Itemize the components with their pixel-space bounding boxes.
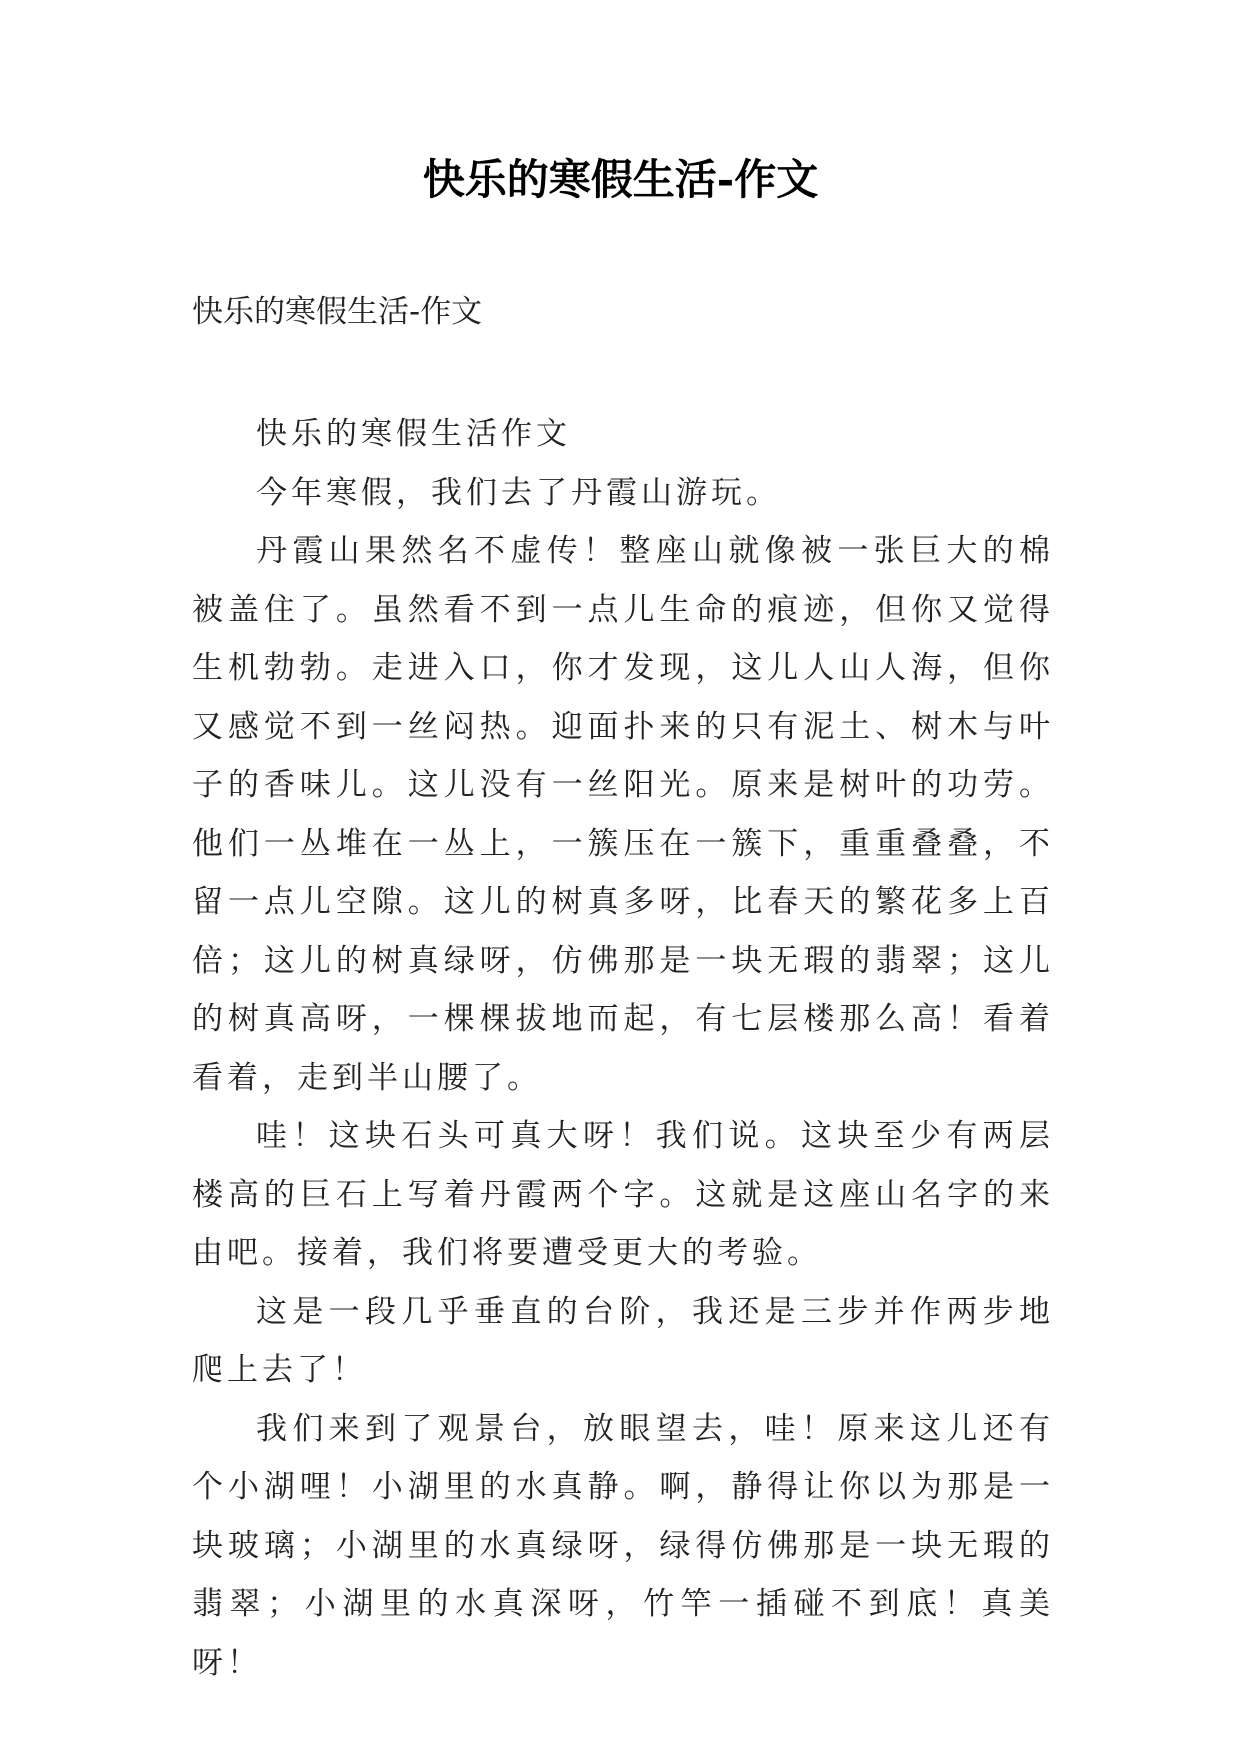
paragraph-4: 这是一段几乎垂直的台阶，我还是三步并作两步地爬上去了！ <box>192 1293 1054 1388</box>
paragraph-2: 丹霞山果然名不虚传！整座山就像被一张巨大的棉被盖住了。虽然看不到一点儿生命的痕迹，但你又觉得生机勃勃。走进入口，你才发现，这儿人山人海，但你又感觉不到一丝闷热。迎面扑来的只有泥土、树木与叶子的香味儿。这儿没有一丝阳光。原来是树叶的功劳。他们一丛堆在一丛上，一簇压在一簇下，重重叠叠，不留一点儿空隙。这儿的树真多呀，比春天的繁花多上百倍；这儿的树真绿呀，仿佛那是一块无瑕的翡翠；这儿的树真高呀，一棵棵拔地而起，有七层楼那么高！看着看着，走到半山腰了。 <box>192 533 1054 1096</box>
paragraph-3: 哇！这块石头可真大呀！我们说。这块至少有两层楼高的巨石上写着丹霞两个字。这就是这座山名字的来由吧。接着，我们将要遭受更大的考验。 <box>192 1118 1054 1271</box>
document-title: 快乐的寒假生活-作文 <box>422 155 819 204</box>
paragraph-heading: 快乐的寒假生活作文 <box>256 416 571 452</box>
document-body <box>192 405 1054 1692</box>
paragraph-1: 今年寒假，我们去了丹霞山游玩。 <box>256 474 781 511</box>
paragraph-5: 我们来到了观景台，放眼望去，哇！原来这儿还有个小湖哩！小湖里的水真静。啊，静得让你以为那是一块玻璃；小湖里的水真绿呀，绿得仿佛那是一块无瑕的翡翠；小湖里的水真深呀，竹竿一插碰不到底！真美呀！ <box>192 1410 1054 1681</box>
document-subtitle: 快乐的寒假生活-作文 <box>192 294 483 330</box>
